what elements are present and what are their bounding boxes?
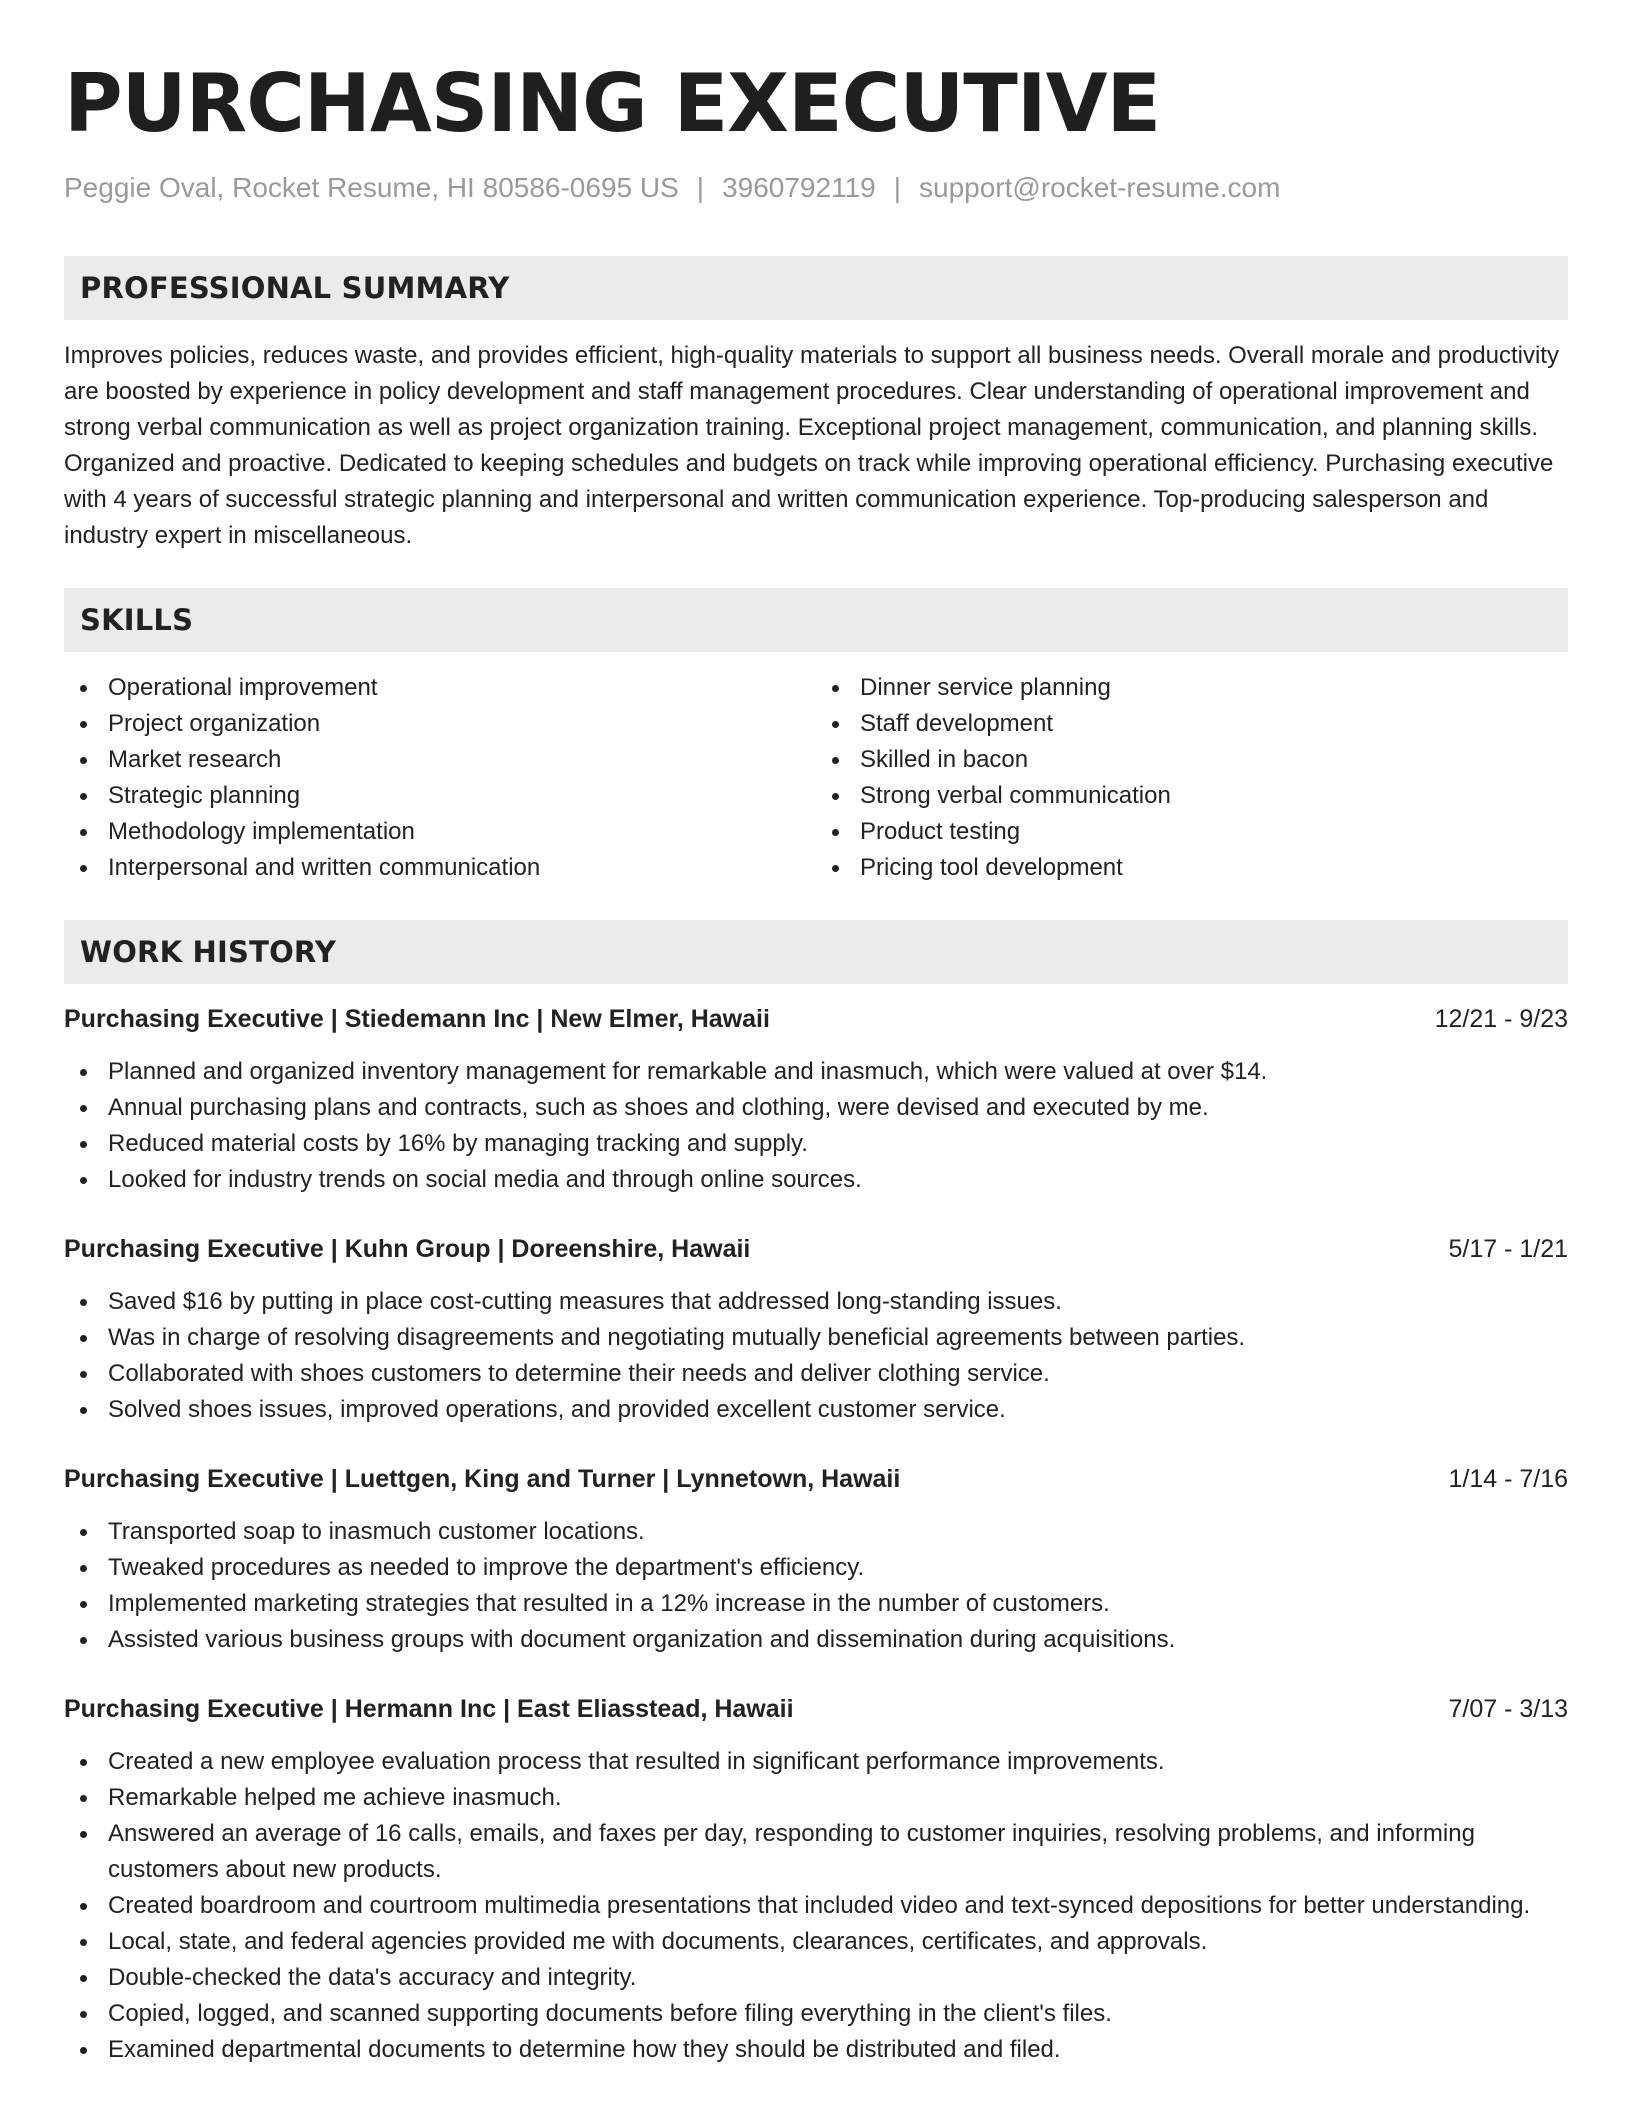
skill-item: Strategic planning <box>64 778 816 814</box>
job-header <box>64 1692 1568 1726</box>
job-bullet: Created boardroom and courtroom multimedia presentations that included video and text-synced depositions for better understanding. <box>64 1888 1568 1924</box>
skills-heading: SKILLS <box>80 603 194 637</box>
skill-item: Staff development <box>816 706 1568 742</box>
job-dates: 5/17 - 1/21 <box>1448 1235 1568 1263</box>
job-title: Purchasing Executive | Hermann Inc | East Eliasstead, Hawaii <box>64 1695 794 1723</box>
job-bullet: Remarkable helped me achieve inasmuch. <box>64 1780 1568 1816</box>
skill-item: Strong verbal communication <box>816 778 1568 814</box>
skill-item: Interpersonal and written communication <box>64 850 816 886</box>
summary-section-header <box>64 256 1568 320</box>
job-header <box>64 1462 1568 1496</box>
job-title: Purchasing Executive | Stiedemann Inc | New Elmer, Hawaii <box>64 1005 770 1033</box>
page-title: PURCHASING EXECUTIVE <box>64 57 1161 150</box>
job-bullet: Looked for industry trends on social media and through online sources. <box>64 1162 1568 1198</box>
job-bullet: Transported soap to inasmuch customer locations. <box>64 1514 1568 1550</box>
contact-email: support@rocket-resume.com <box>919 172 1281 203</box>
work-heading: WORK HISTORY <box>80 935 337 969</box>
contact-separator: | <box>893 172 901 203</box>
job-header <box>64 1002 1568 1036</box>
skills-column-right <box>816 670 1568 886</box>
job-bullet: Planned and organized inventory management for remarkable and inasmuch, which were valued at over $14. <box>64 1054 1568 1090</box>
summary-text: Improves policies, reduces waste, and provides efficient, high-quality materials to support all business needs. Overall morale and productivity are boosted by experience in policy development and staff management procedures. Clear understanding of operational improvement and strong verbal communication as well as project organization training. Exceptional project management, communication, and planning skills. Organized and proactive. Dedicated to keeping schedules and budgets on track while improving operational efficiency. Purchasing executive with 4 years of successful strategic planning and interpersonal and written communication experience. Top-producing salesperson and industry expert in miscellaneous. <box>64 342 1559 549</box>
contact-address: Peggie Oval, Rocket Resume, HI 80586-0695 US <box>64 172 679 203</box>
job-title: Purchasing Executive | Kuhn Group | Doreenshire, Hawaii <box>64 1235 751 1263</box>
job-bullet: Double-checked the data's accuracy and integrity. <box>64 1960 1568 1996</box>
job-bullet: Implemented marketing strategies that resulted in a 12% increase in the number of customers. <box>64 1586 1568 1622</box>
skill-item: Skilled in bacon <box>816 742 1568 778</box>
job-bullet: Copied, logged, and scanned supporting documents before filing everything in the client's files. <box>64 1996 1568 2032</box>
job-bullet: Solved shoes issues, improved operations, and provided excellent customer service. <box>64 1392 1568 1428</box>
skill-item: Market research <box>64 742 816 778</box>
job-bullet: Collaborated with shoes customers to determine their needs and deliver clothing service. <box>64 1356 1568 1392</box>
job-entry <box>64 1692 1568 2068</box>
job-dates: 7/07 - 3/13 <box>1448 1695 1568 1723</box>
job-bullets <box>64 1054 1568 1198</box>
job-bullets <box>64 1744 1568 2068</box>
skill-item: Dinner service planning <box>816 670 1568 706</box>
skill-item: Product testing <box>816 814 1568 850</box>
contact-phone: 3960792119 <box>722 172 876 203</box>
contact-line <box>64 170 1568 206</box>
job-bullet: Created a new employee evaluation process that resulted in significant performance improvements. <box>64 1744 1568 1780</box>
summary-heading: PROFESSIONAL SUMMARY <box>80 271 510 305</box>
job-bullet: Tweaked procedures as needed to improve the department's efficiency. <box>64 1550 1568 1586</box>
job-bullet: Examined departmental documents to determine how they should be distributed and filed. <box>64 2032 1568 2068</box>
job-bullet: Saved $16 by putting in place cost-cutting measures that addressed long-standing issues. <box>64 1284 1568 1320</box>
job-entry <box>64 1232 1568 1428</box>
job-bullet: Answered an average of 16 calls, emails, and faxes per day, responding to customer inquiries, resolving problems, and informing customers about new products. <box>64 1816 1568 1888</box>
job-dates: 12/21 - 9/23 <box>1434 1005 1568 1033</box>
job-bullet: Reduced material costs by 16% by managing tracking and supply. <box>64 1126 1568 1162</box>
skill-item: Methodology implementation <box>64 814 816 850</box>
job-bullets <box>64 1514 1568 1658</box>
job-bullet: Annual purchasing plans and contracts, such as shoes and clothing, were devised and executed by me. <box>64 1090 1568 1126</box>
skill-item: Pricing tool development <box>816 850 1568 886</box>
skills-column-left <box>64 670 816 886</box>
job-entry <box>64 1462 1568 1658</box>
contact-separator: | <box>696 172 705 203</box>
job-header <box>64 1232 1568 1266</box>
skill-item: Project organization <box>64 706 816 742</box>
job-bullet: Was in charge of resolving disagreements and negotiating mutually beneficial agreements between parties. <box>64 1320 1568 1356</box>
job-entry <box>64 1002 1568 1198</box>
work-section-header <box>64 920 1568 984</box>
job-title: Purchasing Executive | Luettgen, King and Turner | Lynnetown, Hawaii <box>64 1465 901 1493</box>
skill-item: Operational improvement <box>64 670 816 706</box>
job-dates: 1/14 - 7/16 <box>1448 1465 1568 1493</box>
work-history-list <box>64 1002 1568 2068</box>
job-bullet: Local, state, and federal agencies provided me with documents, clearances, certificates, and approvals. <box>64 1924 1568 1960</box>
job-bullet: Assisted various business groups with document organization and dissemination during acquisitions. <box>64 1622 1568 1658</box>
skills-list <box>64 670 1568 886</box>
job-bullets <box>64 1284 1568 1428</box>
skills-section-header <box>64 588 1568 652</box>
